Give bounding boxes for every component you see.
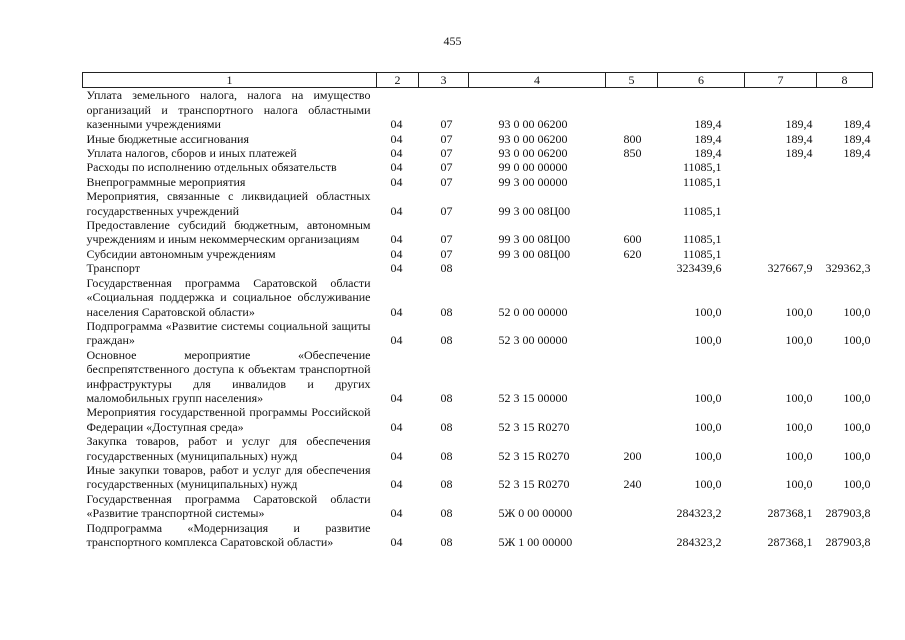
row-name: Внепрограммные мероприятия bbox=[86, 174, 246, 189]
amount-col-7: 287368,1 bbox=[767, 535, 813, 549]
amount-col-7: 100,0 bbox=[785, 477, 813, 492]
section-code: 04 bbox=[390, 160, 403, 175]
subsection-code: 07 bbox=[440, 160, 453, 175]
target-article-code: 5Ж 1 00 00000 bbox=[498, 535, 573, 549]
row-name: Уплата налогов, сборов и иных платежей bbox=[86, 146, 297, 161]
expense-type-code bbox=[606, 492, 658, 521]
amount-col-7: 100,0 bbox=[785, 333, 813, 348]
amount-col-7 bbox=[745, 175, 817, 189]
row-name: Субсидии автономным учреждениям bbox=[86, 246, 276, 261]
expense-type-code bbox=[606, 521, 658, 550]
section-code: 04 bbox=[390, 304, 403, 319]
amount-col-6: 100,0 bbox=[694, 419, 722, 434]
amount-col-8: 329362,3 bbox=[825, 261, 871, 276]
amount-col-8: 287903,8 bbox=[825, 535, 871, 549]
section-code: 04 bbox=[390, 261, 403, 276]
section-code: 04 bbox=[390, 232, 403, 247]
subsection-code: 08 bbox=[440, 477, 453, 492]
amount-col-7 bbox=[745, 160, 817, 174]
target-article-code: 93 0 00 06200 bbox=[498, 117, 568, 132]
row-name: Мероприятия, связанные с ликвидацией областных государственных учреждений bbox=[86, 189, 371, 218]
expense-type-code bbox=[606, 189, 658, 218]
row-name: Расходы по исполнению отдельных обязательств bbox=[86, 160, 337, 175]
amount-col-7: 327667,9 bbox=[767, 261, 813, 276]
amount-col-8: 100,0 bbox=[843, 333, 871, 348]
row-name: Транспорт bbox=[86, 261, 140, 276]
target-article-code: 99 0 00 00000 bbox=[498, 160, 568, 175]
subsection-code: 07 bbox=[440, 232, 453, 247]
table-row bbox=[83, 492, 873, 521]
amount-col-6: 11085,1 bbox=[682, 246, 722, 261]
table-row bbox=[83, 146, 873, 160]
row-name: Уплата земельного налога, налога на имущество организаций и транспортного налога областными казенными учреждениями bbox=[86, 88, 371, 132]
table-row bbox=[83, 189, 873, 218]
target-article-code: 52 3 15 R0270 bbox=[498, 448, 570, 463]
expense-type-code: 600 bbox=[623, 232, 642, 247]
target-article-code: 99 3 00 08Ц00 bbox=[498, 246, 571, 261]
subsection-code: 07 bbox=[440, 146, 453, 161]
section-code: 04 bbox=[390, 448, 403, 463]
target-article-code: 52 3 15 00000 bbox=[498, 390, 568, 405]
budget-table bbox=[82, 72, 873, 549]
expense-type-code: 800 bbox=[623, 131, 642, 146]
section-code: 04 bbox=[390, 203, 403, 218]
amount-col-6: 11085,1 bbox=[682, 160, 722, 175]
table-row bbox=[83, 175, 873, 189]
target-article-code: 99 3 00 00000 bbox=[498, 174, 568, 189]
subsection-code: 07 bbox=[440, 131, 453, 146]
target-article-code: 99 3 00 08Ц00 bbox=[498, 232, 571, 247]
amount-col-7: 100,0 bbox=[785, 304, 813, 319]
page-number: 455 bbox=[443, 34, 462, 48]
amount-col-8 bbox=[817, 160, 873, 174]
expense-type-code bbox=[606, 261, 658, 275]
target-article-code: 99 3 00 08Ц00 bbox=[498, 203, 571, 218]
amount-col-6: 100,0 bbox=[694, 390, 722, 405]
amount-col-6: 284323,2 bbox=[676, 506, 722, 521]
amount-col-8: 100,0 bbox=[843, 477, 871, 492]
amount-col-7: 100,0 bbox=[785, 419, 813, 434]
row-name: Предоставление субсидий бюджетным, автономным учреждениям и иным некоммерческим организациям bbox=[86, 218, 371, 247]
subsection-code: 08 bbox=[440, 535, 453, 549]
amount-col-7 bbox=[745, 218, 817, 247]
amount-col-6: 100,0 bbox=[694, 304, 722, 319]
table-row bbox=[83, 348, 873, 406]
amount-col-8 bbox=[817, 247, 873, 261]
amount-col-7 bbox=[745, 189, 817, 218]
section-code: 04 bbox=[390, 131, 403, 146]
expense-type-code: 850 bbox=[623, 146, 642, 161]
section-code: 04 bbox=[390, 174, 403, 189]
section-code: 04 bbox=[390, 246, 403, 261]
section-code: 04 bbox=[390, 506, 403, 521]
subsection-code: 08 bbox=[440, 304, 453, 319]
expense-type-code bbox=[606, 160, 658, 174]
table-row bbox=[83, 276, 873, 319]
target-article-code: 52 0 00 00000 bbox=[498, 304, 568, 319]
amount-col-7: 189,4 bbox=[785, 117, 813, 132]
target-article-code: 52 3 00 00000 bbox=[498, 333, 568, 348]
amount-col-7 bbox=[745, 247, 817, 261]
section-code: 04 bbox=[390, 390, 403, 405]
table-row bbox=[83, 261, 873, 275]
column-header-2: 2 bbox=[377, 73, 419, 88]
column-header-4: 4 bbox=[469, 73, 606, 88]
row-name: Иные бюджетные ассигнования bbox=[86, 131, 249, 146]
amount-col-6: 11085,1 bbox=[682, 232, 722, 247]
expense-type-code bbox=[606, 319, 658, 348]
amount-col-7: 287368,1 bbox=[767, 506, 813, 521]
expense-type-code bbox=[606, 175, 658, 189]
expense-type-code: 240 bbox=[623, 477, 642, 492]
table-row bbox=[83, 319, 873, 348]
table-header-row bbox=[83, 73, 873, 88]
subsection-code: 07 bbox=[440, 174, 453, 189]
amount-col-8 bbox=[817, 189, 873, 218]
row-name: Подпрограмма «Развитие системы социальной защиты граждан» bbox=[86, 318, 371, 348]
section-code: 04 bbox=[390, 419, 403, 434]
subsection-code: 07 bbox=[440, 246, 453, 261]
column-header-5: 5 bbox=[606, 73, 658, 88]
expense-type-code: 200 bbox=[623, 448, 642, 463]
amount-col-8 bbox=[817, 175, 873, 189]
amount-col-8: 100,0 bbox=[843, 448, 871, 463]
row-name: Государственная программа Саратовской области «Развитие транспортной системы» bbox=[86, 491, 371, 521]
table-row bbox=[83, 160, 873, 174]
column-header-6: 6 bbox=[658, 73, 745, 88]
row-name: Закупка товаров, работ и услуг для обеспечения государственных (муниципальных) нужд bbox=[86, 434, 371, 463]
table-row bbox=[83, 405, 873, 434]
amount-col-8: 189,4 bbox=[843, 131, 871, 146]
table-row bbox=[83, 218, 873, 247]
section-code: 04 bbox=[390, 117, 403, 132]
table-row bbox=[83, 521, 873, 550]
row-name: Государственная программа Саратовской области «Социальная поддержка и социальное обслуживание населения Саратовской области» bbox=[86, 275, 371, 319]
amount-col-8: 189,4 bbox=[843, 146, 871, 161]
column-header-7: 7 bbox=[745, 73, 817, 88]
target-article-code: 52 3 15 R0270 bbox=[498, 477, 570, 492]
amount-col-8: 287903,8 bbox=[825, 506, 871, 521]
amount-col-6: 284323,2 bbox=[676, 535, 722, 549]
amount-col-6: 100,0 bbox=[694, 477, 722, 492]
amount-col-8: 100,0 bbox=[843, 419, 871, 434]
amount-col-6: 11085,1 bbox=[682, 203, 722, 218]
amount-col-8 bbox=[817, 218, 873, 247]
amount-col-6: 100,0 bbox=[694, 333, 722, 348]
section-code: 04 bbox=[390, 333, 403, 348]
target-article-code: 93 0 00 06200 bbox=[498, 146, 568, 161]
amount-col-7: 189,4 bbox=[785, 146, 813, 161]
amount-col-6: 189,4 bbox=[694, 117, 722, 132]
table-body bbox=[83, 88, 873, 550]
subsection-code: 08 bbox=[440, 261, 453, 276]
target-article-code bbox=[469, 261, 606, 275]
subsection-code: 08 bbox=[440, 419, 453, 434]
subsection-code: 07 bbox=[440, 203, 453, 218]
row-name: Основное мероприятие «Обеспечение беспрепятственного доступа к объектам транспортной инфраструктуры для инвалидов и других маломобильных групп населения» bbox=[86, 347, 371, 405]
expense-type-code bbox=[606, 348, 658, 406]
amount-col-6: 189,4 bbox=[694, 131, 722, 146]
table-row bbox=[83, 132, 873, 146]
target-article-code: 52 3 15 R0270 bbox=[498, 419, 570, 434]
column-header-3: 3 bbox=[419, 73, 469, 88]
table-row bbox=[83, 88, 873, 132]
table-row bbox=[83, 434, 873, 463]
row-name: Иные закупки товаров, работ и услуг для обеспечения государственных (муниципальных) нужд bbox=[86, 462, 371, 492]
row-name: Подпрограмма «Модернизация и развитие транспортного комплекса Саратовской области» bbox=[86, 520, 371, 549]
section-code: 04 bbox=[390, 477, 403, 492]
section-code: 04 bbox=[390, 146, 403, 161]
subsection-code: 07 bbox=[440, 117, 453, 132]
expense-type-code bbox=[606, 276, 658, 319]
expense-type-code: 620 bbox=[623, 246, 642, 261]
column-header-1: 1 bbox=[83, 73, 377, 88]
subsection-code: 08 bbox=[440, 390, 453, 405]
amount-col-7: 100,0 bbox=[785, 390, 813, 405]
subsection-code: 08 bbox=[440, 506, 453, 521]
amount-col-6: 323439,6 bbox=[676, 261, 722, 276]
subsection-code: 08 bbox=[440, 448, 453, 463]
amount-col-8: 189,4 bbox=[843, 117, 871, 132]
section-code: 04 bbox=[390, 535, 403, 549]
row-name: Мероприятия государственной программы Российской Федерации «Доступная среда» bbox=[86, 405, 371, 434]
expense-type-code bbox=[606, 88, 658, 132]
expense-type-code bbox=[606, 405, 658, 434]
table-row bbox=[83, 463, 873, 492]
amount-col-8: 100,0 bbox=[843, 390, 871, 405]
target-article-code: 93 0 00 06200 bbox=[498, 131, 568, 146]
amount-col-6: 100,0 bbox=[694, 448, 722, 463]
amount-col-7: 189,4 bbox=[785, 131, 813, 146]
amount-col-7: 100,0 bbox=[785, 448, 813, 463]
subsection-code: 08 bbox=[440, 333, 453, 348]
amount-col-6: 189,4 bbox=[694, 146, 722, 161]
column-header-8: 8 bbox=[817, 73, 873, 88]
table-row bbox=[83, 247, 873, 261]
amount-col-6: 11085,1 bbox=[682, 174, 722, 189]
amount-col-8: 100,0 bbox=[843, 304, 871, 319]
target-article-code: 5Ж 0 00 00000 bbox=[498, 506, 573, 521]
